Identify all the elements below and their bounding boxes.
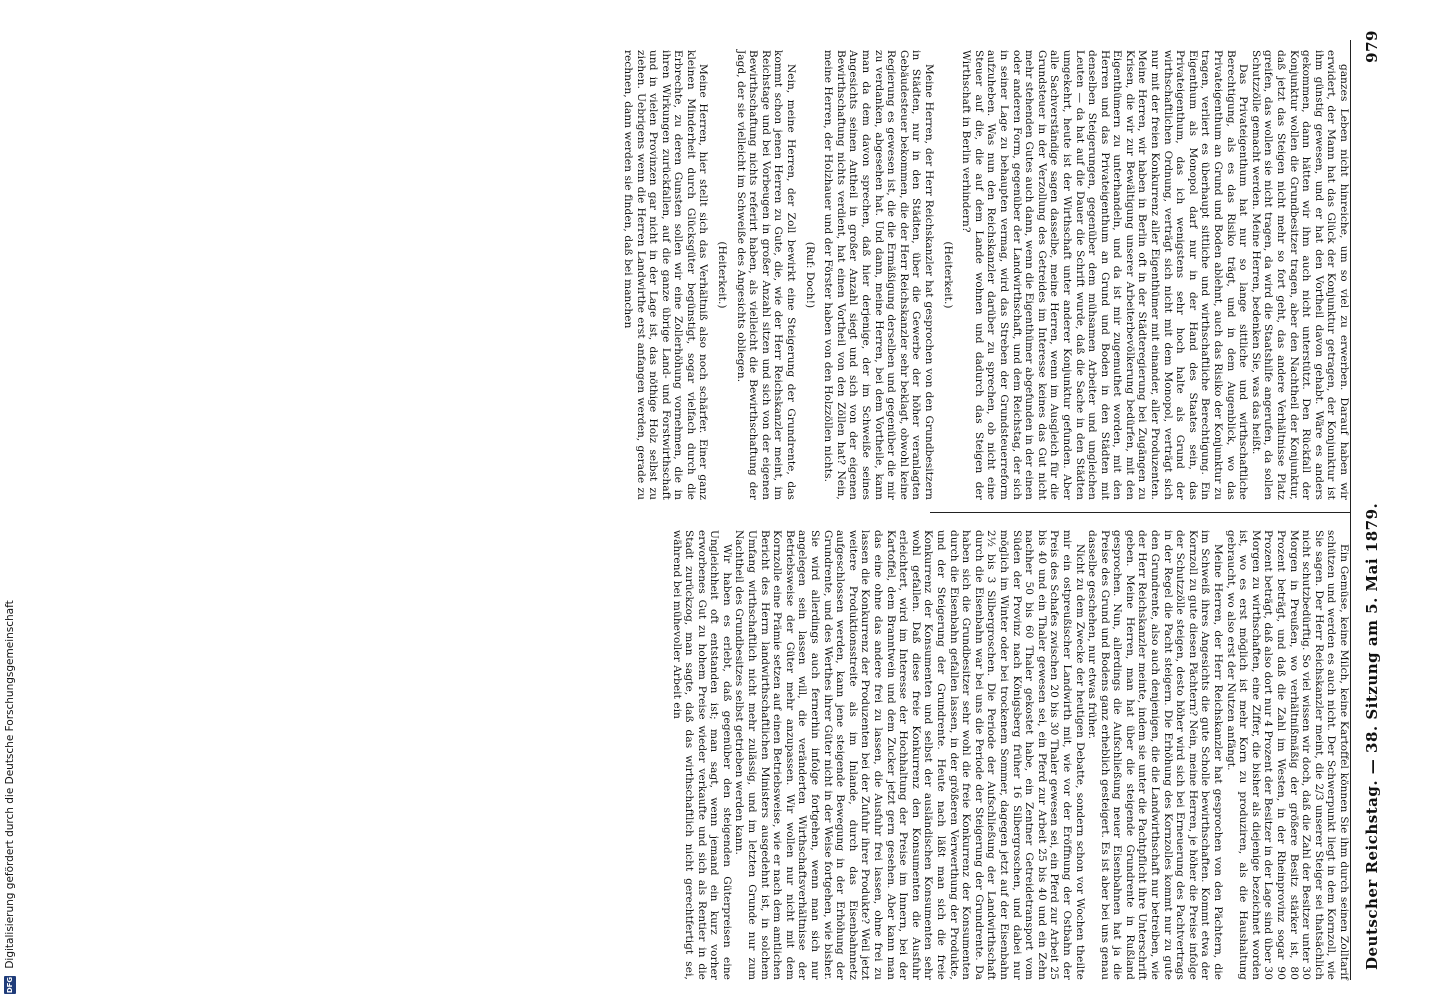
digitization-text: Digitalisierung gefördert durch die Deutsche Forschungsgemeinschaft (4, 600, 16, 969)
paragraph: Wir haben es erlebt, daß gegenüber den steigenden Güterpreisen eine Ungleichheit oft entstanden ist; man sagt, wenn jemand ein kurz vorher erworbenes Gut zu hohem Preise wieder verkaufte und sich als Rentier in die Stadt zurückzog, man sagte, daß das wirthschaftlich nicht gerechtfertigt sei, während bei mühevoller Arbeit ein (670, 530, 733, 980)
interjection: (Ruf: Doch!) (803, 241, 816, 309)
digitization-note (0, 600, 20, 994)
side-note-wrapper (0, 0, 20, 1000)
paragraph: Nicht zu dem Zwecke der heutigen Debatte, sondern schon vor Wochen theilte mir ein ostpreußischer Landwirth mit, wie vor der Eröffnung der Ostbahn der Preis des Schafes zwischen 20 bis 30 Thaler gewesen sei, ein Pferd zur Arbeit 25 bis 40 und ein Thaler gewesen sei, ein Pferd zur Arbeit 25 bis 40 und ein Zehn nachher 50 bis 60 Thaler gekostet habe, ein Zentner Getreidetransport vom Süden der Provinz nach Königsberg früher 16 Silbergroschen, und dabei nur möglich im Winter oder bei trockenem Sommer, dagegen jetzt auf der Eisenbahn 2½ bis 3 Silbergroschen. Die Periode der Aufschließung der Landwirthschaft durch die Eisenbahn war bei uns die Periode der Steigerung der Grundrente. Da haben sich die Grundbesitzer sehr wohl die freie Konkurrenz der Konsumenten durch die Eisenbahn gefallen lassen, in der größeren Verwerthung der Produkte, und der Steigerung der Grundrente. Heute nach läßt man sich die freie Konkurrenz der Konsumenten und selbst der ausländischen Konsumenten sehr wohl gefallen. Daß diese freie Konkurrenz den Konsumenten die Ausfuhr erleichtert, wird im Interesse der Hochhaltung der Preise im Innern, bei der Kartoffel, dem Branntwein und dem Zucker jetzt gern gesehen. Aber kann man das eine ohne das andere frei zu lassen, die Ausfuhr frei lassen, ohne frei zu lassen die Konkurrenz der Produzenten bei der Zufuhr ihrer Produkte? Weil jetzt weitere Produktionsstreite als im Inlande, durch das Eisenbahnnetz aufgeschlossen werden, kann jene steigende Bewegung in der Erhöhung der Grundrente, und des Werthes ihrer Güter nicht in der Weise fortgehen, wie bisher. Sie wird allerdings auch fernerhin infolge fortgehen, wenn man sich nur angelegen sein lassen will, die veränderten Wirthschaftsverhältnisse der Betriebsweise der Güter mehr anzupassen. Wir wollen nur nicht mit dem Kornzolle eine Prämie setzen auf einen Betriebsweise, wie er nach dem amtlichen Bericht des Herrn landwirthschaftlichen Ministers ausgedehnt ist, in solchem Umfang wirthschaftlich nicht mehr zulässig, und im letzten Grunde nur zum Nachtheil des Grundbesitzes selbst getrieben werden kann. (733, 530, 1086, 980)
interjection: (Heiterkeit.) (941, 241, 954, 309)
interjection: (Heiterkeit.) (716, 241, 729, 309)
header-title: Deutscher Reichstag. — 38. Sitzung am 5. Mai 1879. (1363, 502, 1381, 970)
right-column (621, 50, 1350, 500)
paragraph: ganzes Leben nicht hinreiche, um so viel zu erwerben. Darauf haben wir erwidert, der Mann hat das Glück der Konjunktur getragen, der Konjunktur ist ihm günstig gewesen, und er hat den Vortheil davon gehabt. Wäre es anders gekommen, dann hätten wir ihm auch nicht unterstützt. Den Rückfall der Konjunktur wollen die Grundbesitzer tragen, aber den Nachtheil der Konjunktur, daß jetzt das Steigen nicht mehr so fort geht, das andere Verhältnisse Platz greifen, das wollen sie nicht tragen, da wird die Staatshilfe angerufen, da sollen Schutzzölle gemacht werden. Meine Herren, bedenken Sie, was das heißt. (1249, 50, 1350, 500)
left-column (670, 530, 1350, 980)
paragraph: Ein Gemüse, keine Milch, keine Kartoffel können Sie ihm durch seinen Zolltarif schützen und werden es auch nicht. Der Schwerpunkt liegt in dem Kornzoll, wie Sie sagen. Der Herr Reichskanzler meint, die 2/3 unserer Steiger sei thatsächlich nicht schutzbedürftig. So viel wissen wir doch, daß die Zahl der Besitzer unter 30 Morgen in Preußen, wo verhältnißmäßig der größere Besitz stärker ist, 80 Prozent beträgt, und daß die Zahl im Westen, in der Rheinprovinz sogar 90 Prozent beträgt, daß also dort nur 4 Prozent der Besitzer in der Lage sind über 30 Morgen zu wirthschaften, eine Ziffer, die bisher als diejenige bezeichnet worden ist, wo es erst möglich ist mehr Korn zu produziren, als die Haushaltung gebraucht, wo also erst der Nutzen anfängt. (1224, 530, 1350, 980)
page-header (1352, 30, 1392, 970)
header-rule (1350, 40, 1351, 980)
paragraph: Meine Herren, der Herr Reichskanzler hat gesprochen von den Pächtern, die im Schweiß ihres Angesichts die gute Scholle bewirthschaften. Kommt etwa der Kornzoll zu gute diesen Pächtern? Nein, meine Herren, je höher die Preise infolge der Schutzzölle steigen, desto höher wird sich bei Erneuerung des Pachtvertrags in der Regel die Pacht steigern. Die Erhöhung des Kornzolles kommt nur zu gute den Grundrente, also auch denjenigen, die die Landwirthschaft nur betreiben, wie der Herr Reichskanzler meinte, indem sie unter die Pachtpflicht ihre Unterschrift geben. Meine Herren, man hat über die steigende Grundrente in Rußland gesprochen. Nun, allerdings die Aufschließung neuer Eisenbahnen hat ja die Preise des Grund und Bodens ganz erheblich gesteigert. Es ist aber bei uns genau dasselbe geschehen, nur etwas früher. (1086, 530, 1225, 980)
dfg-logo: DFG (6, 976, 14, 994)
paragraph: Meine Herren, hier stellt sich das Verhältniß also noch schärfer. Einer ganz kleinen Minderheit durch Glücksgüter begünstigt, sogar vielfach durch die Erbrechte, zu deren Gunsten sollen wir eine Zollerhöhung vornehmen, die in ihren Wirkungen zurückfallen, auf die ganze übrige Land- und Forstwirthschaft und in vielen Provinzen gar nicht in der Lage ist, das nöthige Holz selbst zu ziehen. Uebrigens wenn die Herren Landwirthe erst anfangen werden, gerade zu rechnen, dann werden sie finden, daß bei manchen (621, 50, 710, 500)
column-divider (930, 512, 1350, 513)
paragraph: Meine Herren, der Herr Reichskanzler hat gesprochen von den Grundbesitzern in Städten, nur in den Städten, über die Gewerbe der höher veranlagten Gebäudesteuer bekommen, die der Herr Reichskanzler sehr beklagt, obwohl keine Regierung es gewesen ist, die die Ermäßigung derselben und gegenüber die mir zu verdanken, abgesehen hat. Und dann, meine Herren, bei dem Vortheile, kann man da dem davon sprechen, daß hier derjenige, der im Schweiße seines Angesichts seinen Antheil in großer Anzahl siegt und sich von der eigenen Bewirthschaftung nichts verdient, hat einen Vortheil von den Zöllen hat? Nein, meine Herren, der Holzhauer und der Förster haben von den Holzzöllen nichts. (822, 50, 935, 500)
paragraph: Das Privateigenthum hat nur so lange sittliche und wirthschaftliche Berechtigung, als es das Risiko trägt, und in dem Augenblick, wo das Privateigenthum an Grund und Boden ablehnt, auch das Risiko der Konjunktur zu tragen, verliert es überhaupt sittliche und wirthschaftliche Berechtigung. Ein Eigenthum als Monopol darf nur in der Hand des Staates sein, das Privateigenthum, das ich wenigstens sehr hoch halte als Grund der wirthschaftlichen Ordnung, verträgt sich nicht mit dem Monopol, verträgt sich nur mit der freien Konkurrenz aller Eigenthümer mit einander, aller Produzenten. Meine Herren, wir haben in Berlin oft in der Städteregierung bei Zugängen zu Krisen, die wir zur Bewältigung unserer Arbeiterbevölkerung bedürfen, mit den Eigenthümern zu unterhandeln, und da ist mir zugemuthet worden, mit den Herren und das Privateigenthum an Grund und Boden in den Städten mit denselben Steigerungen, gegenüber dem mühsamen Arbeiter und ungleichen Leuten — da hat auf die Dauer die Schrift wurde, daß die Sache in den Städten umgekehrt, heute ist der Wirthschaft unter anderer Konjunktur gefunden. Aber alle Sachverständige sagen dasselbe, meine Herren, wenn im Ausgleich für die Grundsteuer in der Verzollung des Getreides im Interesse keines das Gut nicht mehr stehenden Gutes auch dann, wenn die Eigenthümer abgefunden in der einen oder anderen Form, gegenüber der Landwirthschaft, und dem Reichstag, der sich in seiner Lage zu behaupten vermag, wird das Streben der Grundsteuerreform aufzuheben. Was nun den Reichskanzler darüber zu sprechen, ob nicht eine Steuer auf die, die auf dem Lande wohnen und dadurch das Steigen der Wirthschaft in Berlin verhindern? (960, 50, 1250, 500)
paragraph: Nein, meine Herren, der Zoll bewirkt eine Steigerung der Grundrente, das kommt schon jenen Herren zu Gute, die, wie der Herr Reichskanzler meint, im Reichstage und bei Vorbeugen in großer Anzahl sitzen und sich von der eigenen Bewirthschaftung nichts referirt haben, als vielleicht die Bewirthschaftung der Jagd, der sie vielleicht im Schweiße des Angesichts obliegen. (734, 50, 798, 500)
page-number: 979 (1363, 30, 1381, 63)
